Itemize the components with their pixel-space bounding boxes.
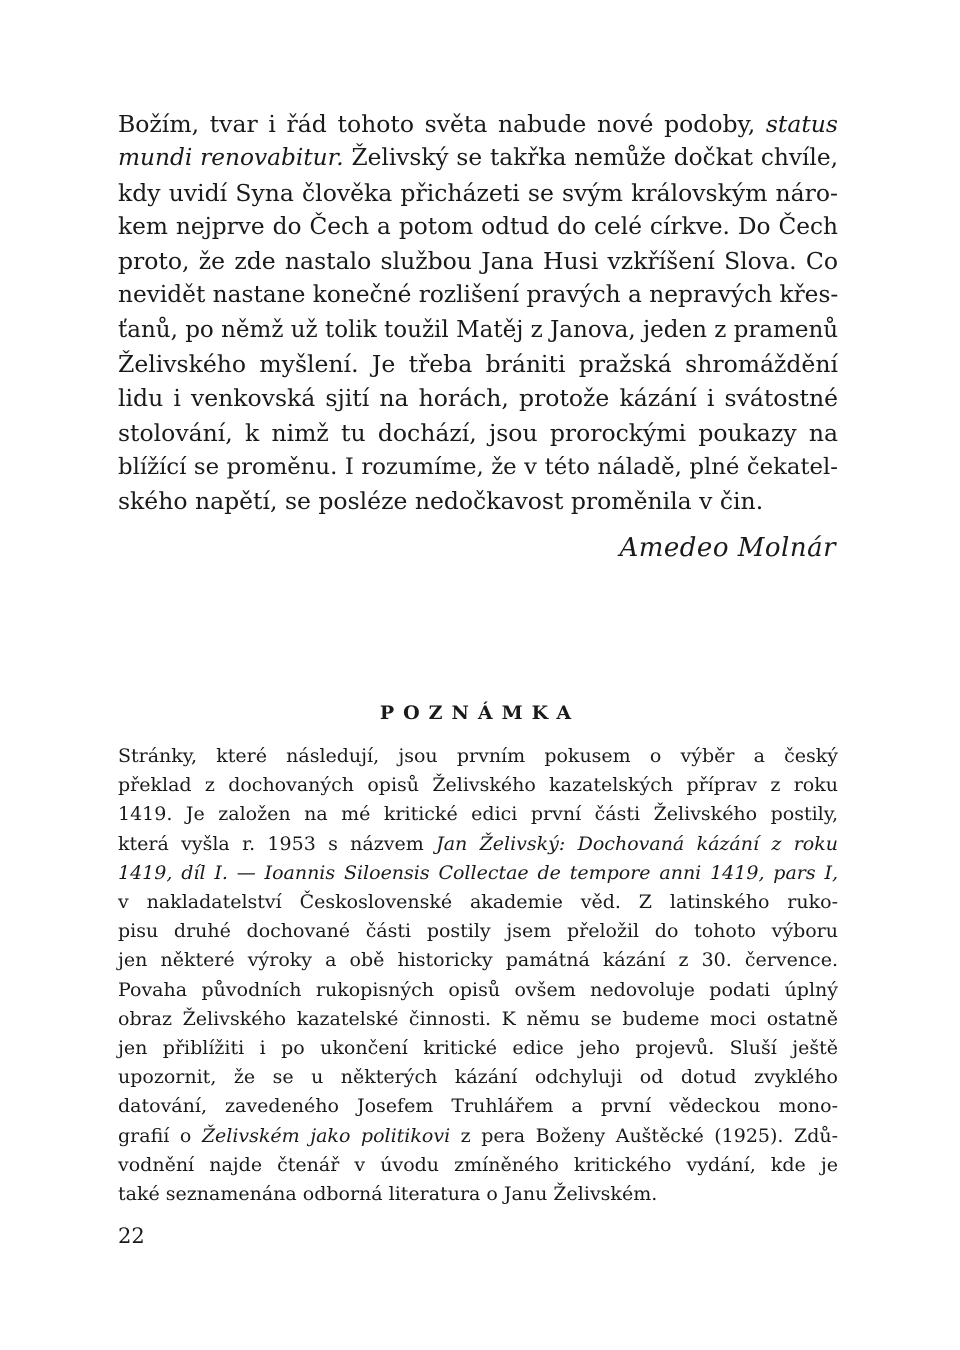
text-line: stolování, k nimž tu dochází, jsou prorockými poukazy na	[118, 418, 838, 447]
text-line: ťanů, po němž už tolik toužil Matěj z Janova, jeden z pramenů	[118, 316, 839, 343]
text-line: pisu druhé dochované části postily jsem přeložil do tohoto výboru	[118, 920, 838, 943]
text-line: kdy uvidí Syna člověka přicházeti se svým královským náro-	[118, 178, 838, 207]
book-title: Želivském jako politikovi	[201, 1124, 451, 1147]
text-line: obraz Želivského kazatelské činnosti. K němu se budeme moci ostatně	[118, 1007, 838, 1030]
text-line: vodnění najde čtenář v úvodu zmíněného kritického vydání, kde je	[118, 1153, 838, 1176]
section-title: POZNÁMKA	[379, 702, 581, 724]
text-line: blížící se proměnu. I rozumíme, že v této náladě, plné čekatel-	[118, 453, 838, 480]
text-line: také seznamenána odborná literatura o Janu Želivském.	[118, 1183, 658, 1206]
text-line: 1419. Je založen na mé kritické edici první části Želivského postily,	[118, 803, 838, 826]
text-line: mundi renovabitur. Želivský se takřka nemůže dočkat chvíle,	[118, 144, 838, 172]
text-line: grafií o Želivském jako politikovi z pera Boženy Auštěcké (1925). Zdů-	[118, 1124, 839, 1147]
text-line: Povaha původních rukopisných opisů ovšem nedovoluje podati úplný	[118, 978, 838, 1001]
latin-phrase: mundi renovabitur.	[118, 144, 344, 172]
text-line: upozornit, že se u některých kázání odchyluji od dotud zvyklého	[118, 1066, 838, 1089]
text-line: v nakladatelství Československé akademie věd. Z latinského ruko-	[118, 891, 838, 914]
page-number: 22	[118, 1224, 145, 1248]
text-line: proto, že zde nastalo službou Jana Husi vzkříšení Slova. Co	[118, 247, 838, 276]
text-line: ského napětí, se posléze nedočkavost proměnila v čin.	[118, 487, 764, 516]
text-line: Božím, tvar i řád tohoto světa nabude nové podoby, status	[118, 110, 838, 138]
text-line	[118, 859, 838, 888]
latin-phrase: status	[765, 110, 838, 138]
text-line: překlad z dochovaných opisů Želivského kazatelských příprav z roku	[118, 774, 838, 797]
main-paragraph	[118, 107, 838, 519]
book-title: Jan Želivský: Dochovaná kázání z roku	[436, 832, 838, 855]
text-line: jen přiblížiti i po ukončení kritické edice jeho projevů. Sluší ještě	[118, 1037, 838, 1060]
text-line: lidu i venkovská sjití na horách, protože kázání i svátostné	[118, 384, 838, 413]
text-line: jen některé výroky a obě historicky památná kázání z 30. července.	[118, 949, 838, 972]
text-line: kem nejprve do Čech a potom odtud do celé církve. Do Čech	[118, 212, 838, 240]
author-signature: Amedeo Molnár	[619, 533, 836, 563]
book-title: 1419, díl I. — Ioannis Siloensis Collectae de tempore anni 1419, pars I,	[118, 861, 838, 884]
text-line: nevidět nastane konečné rozlišení pravých a nepravých křes-	[118, 281, 839, 309]
note-paragraph	[118, 742, 838, 1209]
text-line: datování, zavedeného Josefem Truhlářem a první vědeckou mono-	[118, 1095, 838, 1118]
text-line: která vyšla r. 1953 s názvem Jan Želivský: Dochovaná kázání z roku	[118, 832, 838, 855]
text-line: Želivského myšlení. Je třeba brániti pražská shromáždění	[118, 350, 838, 379]
text-line: Stránky, které následují, jsou prvním pokusem o výběr a český	[118, 745, 838, 767]
